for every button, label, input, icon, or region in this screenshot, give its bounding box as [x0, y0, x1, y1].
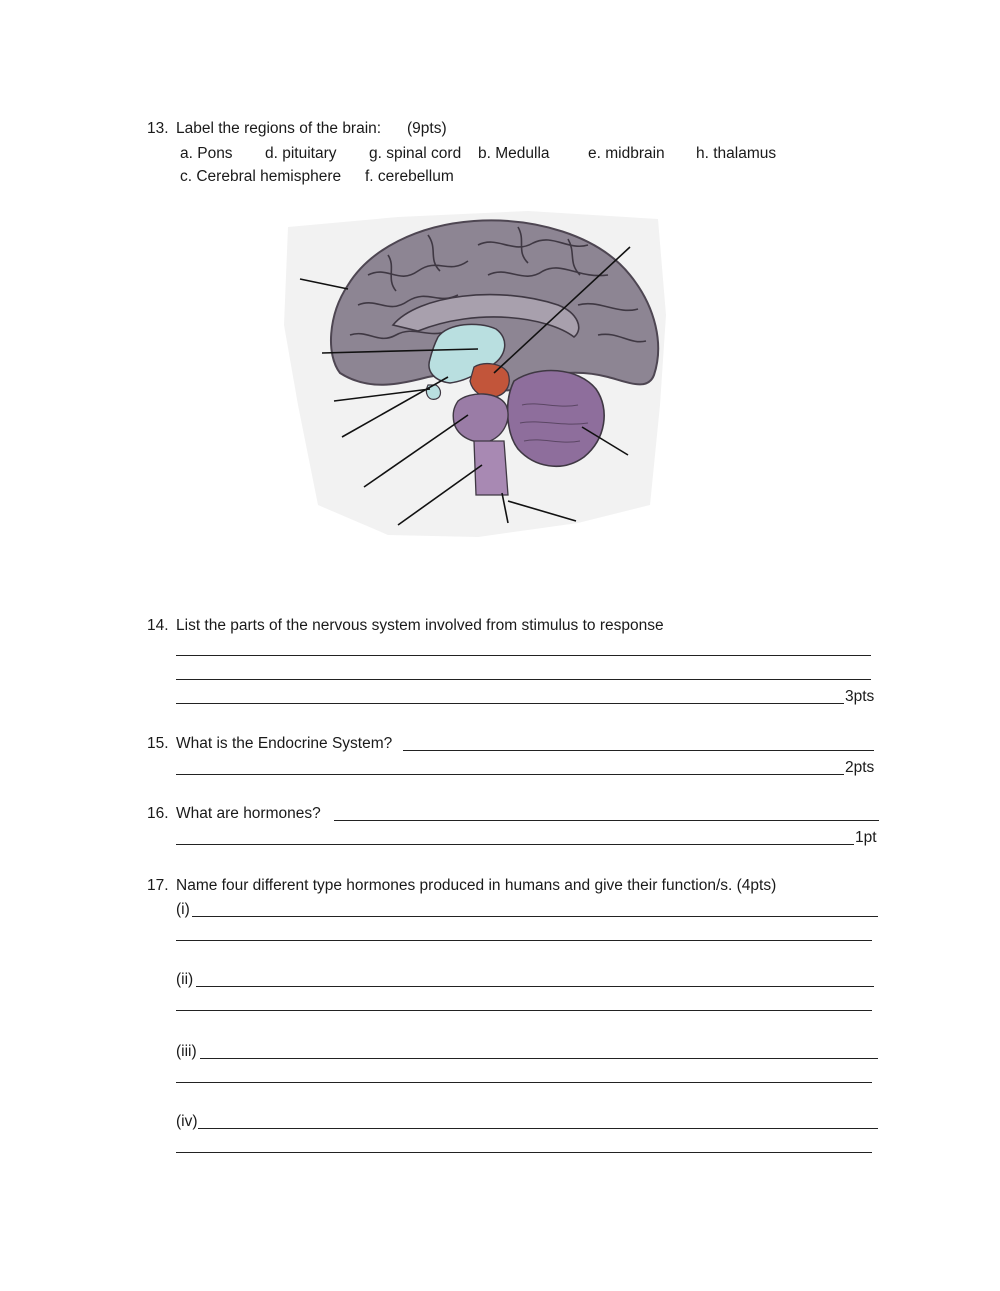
question-prompt: Label the regions of the brain: [176, 120, 382, 137]
answer-line[interactable] [198, 1128, 878, 1129]
answer-line[interactable] [176, 1082, 872, 1083]
question-prompt: What are hormones? [176, 805, 321, 822]
answer-line[interactable] [192, 916, 878, 917]
answer-line[interactable] [176, 679, 871, 680]
answer-line[interactable] [196, 986, 874, 987]
answer-line[interactable] [176, 1010, 872, 1011]
answer-line[interactable] [176, 1152, 872, 1153]
answer-line[interactable] [176, 703, 844, 704]
option-g: g. spinal cord [369, 145, 462, 162]
brain-sagittal-diagram-icon [278, 205, 668, 540]
item-label: (ii) [176, 971, 194, 988]
question-points: 3pts [845, 688, 875, 705]
answer-line[interactable] [200, 1058, 878, 1059]
cerebellum-shape [508, 371, 605, 467]
question-points: (9pts) [407, 120, 447, 137]
question-prompt: What is the Endocrine System? [176, 735, 393, 752]
option-h: h. thalamus [696, 145, 777, 162]
answer-line[interactable] [334, 820, 879, 821]
question-points: 2pts [845, 759, 875, 776]
question-number: 15. [147, 735, 169, 752]
option-b: b. Medulla [478, 145, 550, 162]
question-prompt: List the parts of the nervous system involved from stimulus to response [176, 617, 664, 634]
answer-line[interactable] [176, 844, 854, 845]
question-number: 14. [147, 617, 169, 634]
answer-line[interactable] [176, 774, 844, 775]
midbrain-shape [470, 364, 509, 398]
option-f: f. cerebellum [365, 168, 454, 185]
item-label: (iv) [176, 1113, 198, 1130]
question-number: 16. [147, 805, 169, 822]
option-e: e. midbrain [588, 145, 665, 162]
answer-line[interactable] [176, 940, 872, 941]
pons-shape [453, 394, 508, 442]
option-a: a. Pons [180, 145, 233, 162]
question-number: 17. [147, 877, 169, 894]
option-d: d. pituitary [265, 145, 337, 162]
item-label: (i) [176, 901, 190, 918]
answer-line[interactable] [403, 750, 874, 751]
question-prompt: Name four different type hormones produced in humans and give their function/s. (4pts) [176, 877, 777, 894]
question-number: 13. [147, 120, 169, 137]
question-points: 1pt [855, 829, 877, 846]
item-label: (iii) [176, 1043, 197, 1060]
option-c: c. Cerebral hemisphere [180, 168, 342, 185]
answer-line[interactable] [176, 655, 871, 656]
